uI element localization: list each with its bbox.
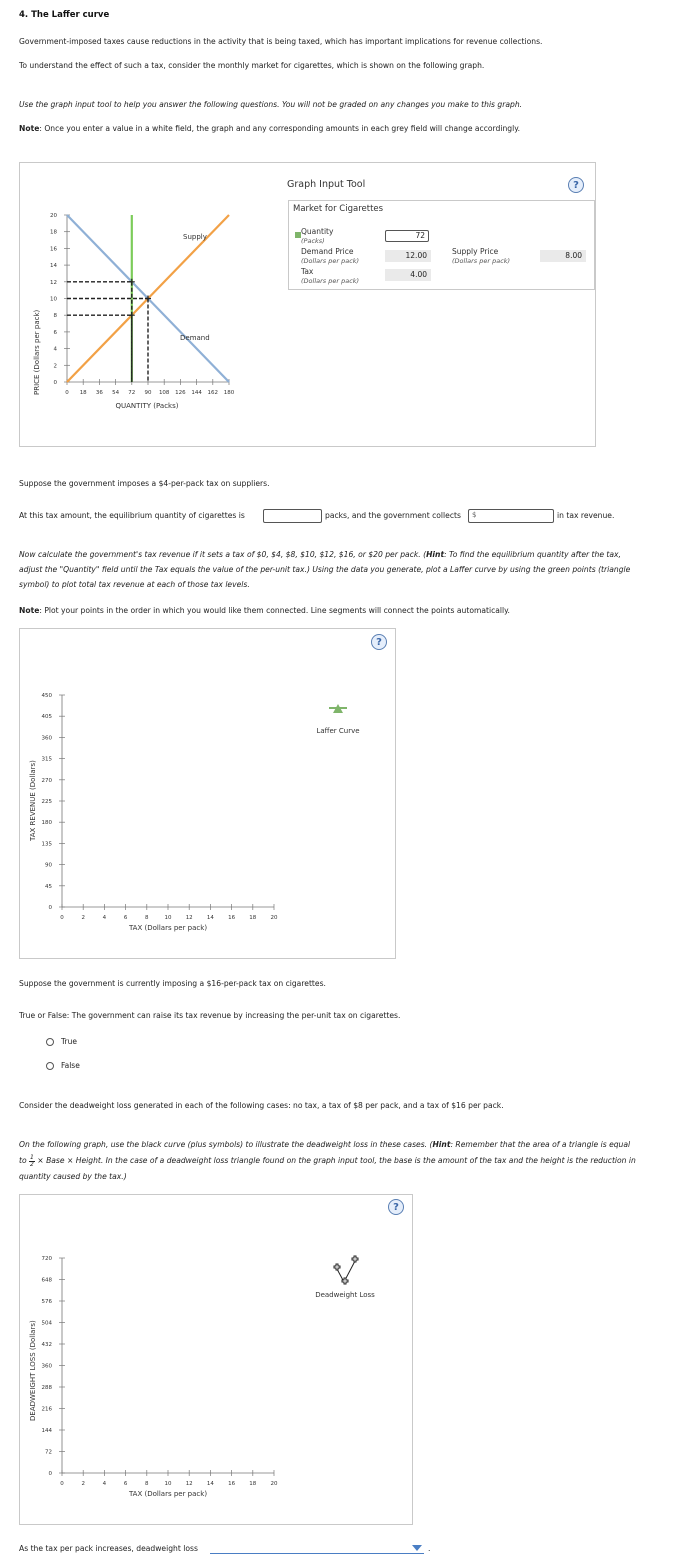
market-y-tick-label: 4 xyxy=(53,346,57,353)
market-x-tick-label: 54 xyxy=(112,390,120,396)
supply-price-unit: (Dollars per pack) xyxy=(452,257,511,265)
note-1-text: : Once you enter a value in a white field, the graph and any corresponding amounts in each grey field will change accordingly. xyxy=(39,124,521,133)
deadweight-dropdown[interactable] xyxy=(210,1542,424,1554)
question-4-text: As the tax per pack increases, deadweight loss xyxy=(19,1544,198,1553)
laffer-y-tick-label: 360 xyxy=(41,735,52,742)
deadweight-x-axis-label: TAX (Dollars per pack) xyxy=(128,1490,208,1498)
deadweight-chart[interactable] xyxy=(20,1195,412,1524)
laffer-y-tick-label: 90 xyxy=(45,862,52,869)
deadweight-y-tick-label: 720 xyxy=(41,1256,52,1262)
tax-label-group xyxy=(301,267,359,286)
note-1 xyxy=(19,121,659,136)
laffer-y-axis-label: TAX REVENUE (Dollars) xyxy=(29,760,37,841)
deadweight-y-tick-label: 72 xyxy=(45,1449,52,1456)
supply-price-value: 8.00 xyxy=(540,250,586,262)
market-y-tick-label: 20 xyxy=(50,213,57,219)
tax-value: 4.00 xyxy=(385,269,431,281)
market-x-tick-label: 90 xyxy=(144,390,152,396)
instruction-2-hint: Hint xyxy=(426,550,445,559)
supply-price-label: Supply Price xyxy=(452,247,499,256)
equilibrium-quantity-input[interactable] xyxy=(263,509,322,523)
market-y-tick-label: 2 xyxy=(53,363,57,370)
quantity-unit: (Packs) xyxy=(301,237,325,245)
market-x-tick-label: 108 xyxy=(158,390,170,396)
deadweight-x-tick-label: 10 xyxy=(164,1481,172,1487)
question-1-text-c: in tax revenue. xyxy=(557,511,615,520)
question-4-end: . xyxy=(428,1544,431,1553)
option-true-label: True xyxy=(61,1037,77,1046)
deadweight-y-tick-label: 144 xyxy=(41,1428,52,1434)
laffer-graph-panel xyxy=(19,628,396,959)
market-chart[interactable] xyxy=(20,163,280,446)
laffer-x-tick-label: 12 xyxy=(185,915,193,921)
deadweight-y-tick-label: 432 xyxy=(41,1342,52,1348)
deadweight-x-tick-label: 16 xyxy=(228,1481,236,1487)
deadweight-y-tick-label: 288 xyxy=(41,1385,52,1391)
deadweight-x-tick-label: 0 xyxy=(60,1481,64,1487)
market-title: Market for Cigarettes xyxy=(293,204,384,214)
market-y-tick-label: 18 xyxy=(50,229,57,236)
plus-icon xyxy=(352,1256,358,1262)
market-y-tick-label: 14 xyxy=(50,263,57,270)
deadweight-y-tick-label: 0 xyxy=(48,1471,52,1477)
deadweight-legend-label: Deadweight Loss xyxy=(315,1291,375,1299)
instruction-3 xyxy=(19,1137,637,1185)
deadweight-x-tick-label: 2 xyxy=(81,1481,85,1487)
deadweight-y-axis-label: DEADWEIGHT LOSS (Dollars) xyxy=(29,1320,37,1421)
laffer-x-tick-label: 16 xyxy=(228,915,236,921)
laffer-x-tick-label: 20 xyxy=(270,915,278,921)
radio-icon[interactable] xyxy=(46,1038,54,1046)
deadweight-x-tick-label: 8 xyxy=(145,1481,149,1487)
laffer-x-tick-label: 6 xyxy=(123,915,128,921)
one-half-fraction xyxy=(29,1155,35,1168)
instruction-3-hint: Hint xyxy=(432,1140,451,1149)
deadweight-x-tick-label: 18 xyxy=(249,1481,257,1487)
instruction-2-a: Now calculate the government's tax revenue if it sets a tax of $0, $4, $8, $10, $12, $16, or $20 per pack. ( xyxy=(19,550,427,559)
laffer-y-tick-label: 270 xyxy=(41,777,52,784)
laffer-x-tick-label: 4 xyxy=(102,915,107,921)
market-x-tick-label: 180 xyxy=(223,390,235,396)
laffer-y-tick-label: 0 xyxy=(48,905,52,911)
market-x-tick-label: 18 xyxy=(79,390,87,396)
tax-unit: (Dollars per pack) xyxy=(301,277,360,285)
laffer-curve-tool[interactable] xyxy=(329,704,347,713)
note-2 xyxy=(19,603,659,618)
option-false[interactable] xyxy=(46,1061,80,1070)
deadweight-curve-tool[interactable] xyxy=(334,1256,358,1284)
dollar-sign: $ xyxy=(472,511,477,519)
question-2-text: True or False: The government can raise its tax revenue by increasing the per-unit tax on cigarettes. xyxy=(19,1011,401,1020)
fraction-numerator: 1 xyxy=(30,1153,34,1161)
laffer-y-tick-label: 450 xyxy=(41,693,52,699)
question-2-intro: Suppose the government is currently imposing a $16-per-pack tax on cigarettes. xyxy=(19,979,326,988)
market-graph-panel xyxy=(19,162,596,447)
laffer-chart[interactable] xyxy=(20,629,395,958)
question-1-text-a: At this tax amount, the equilibrium quantity of cigarettes is xyxy=(19,511,245,520)
instruction-3-b: : Remember that the area of a triangle is equal to xyxy=(19,1140,631,1165)
instruction-3-a: On the following graph, use the black curve (plus symbols) to illustrate the deadweight loss in these cases. ( xyxy=(19,1140,433,1149)
deadweight-x-tick-label: 12 xyxy=(185,1481,193,1487)
laffer-x-tick-label: 14 xyxy=(206,915,214,921)
quantity-label: Quantity xyxy=(301,227,334,236)
question-3-intro: Consider the deadweight loss generated in each of the following cases: no tax, a tax of $8 per pack, and a tax of $16 per pack. xyxy=(19,1101,504,1110)
laffer-x-tick-label: 10 xyxy=(164,915,172,921)
market-y-tick-label: 16 xyxy=(50,246,57,253)
graph-tool-title: Graph Input Tool xyxy=(287,179,366,190)
deadweight-x-tick-label: 4 xyxy=(102,1481,107,1487)
demand-price-label-group xyxy=(301,247,359,266)
option-true[interactable] xyxy=(46,1037,77,1046)
note-1-label: Note xyxy=(19,124,40,133)
market-x-tick-label: 72 xyxy=(128,390,136,396)
instruction-2-b: : To find the equilibrium quantity after the tax, adjust the "Quantity" field until the Tax equals the value of the per-unit tax.) Using the data you generate, plot a Laffer curve by using the green points (triangle symbol) to plot total tax revenue at each of those tax levels. xyxy=(19,550,631,589)
laffer-y-tick-label: 225 xyxy=(41,799,52,805)
radio-icon[interactable] xyxy=(46,1062,54,1070)
market-y-tick-label: 10 xyxy=(50,296,57,303)
market-y-tick-label: 6 xyxy=(53,329,57,336)
intro-paragraph-1: Government-imposed taxes cause reductions in the activity that is being taxed, which has important implications for revenue collections. xyxy=(19,37,543,46)
market-x-tick-label: 144 xyxy=(191,390,202,396)
deadweight-y-tick-label: 360 xyxy=(41,1363,52,1370)
chevron-down-icon[interactable] xyxy=(412,1545,422,1551)
market-y-tick-label: 12 xyxy=(50,279,57,286)
laffer-y-tick-label: 135 xyxy=(41,841,52,848)
quantity-label-group xyxy=(301,227,333,246)
question-1-intro: Suppose the government imposes a $4-per-pack tax on suppliers. xyxy=(19,479,270,488)
intro-paragraph-2: To understand the effect of such a tax, consider the monthly market for cigarettes, which is shown on the following graph. xyxy=(19,61,485,70)
market-x-axis-label: QUANTITY (Packs) xyxy=(115,402,179,410)
fraction-denominator: 2 xyxy=(30,1160,34,1168)
deadweight-x-tick-label: 20 xyxy=(270,1481,278,1487)
instruction-3-c: × Base × Height. In the case of a deadweight loss triangle found on the graph input tool, the base is the amount of the tax and the height is the reduction in quantity caused by the tax.) xyxy=(19,1156,636,1181)
laffer-x-tick-label: 18 xyxy=(249,915,257,921)
laffer-x-axis-label: TAX (Dollars per pack) xyxy=(128,924,208,932)
page-title: 4. The Laffer curve xyxy=(19,10,110,20)
laffer-x-tick-label: 2 xyxy=(81,915,85,921)
market-x-tick-label: 36 xyxy=(95,390,103,396)
laffer-y-tick-label: 45 xyxy=(45,883,52,890)
plus-icon xyxy=(334,1264,340,1270)
market-y-tick-label: 0 xyxy=(53,380,57,386)
deadweight-help-icon[interactable]: ? xyxy=(388,1199,404,1215)
laffer-help-icon[interactable]: ? xyxy=(371,634,387,650)
instruction-2 xyxy=(19,547,637,592)
supply-curve-label: Supply xyxy=(183,233,207,241)
laffer-x-tick-label: 0 xyxy=(60,915,64,921)
deadweight-x-tick-label: 6 xyxy=(123,1481,128,1487)
instruction-1: Use the graph input tool to help you answer the following questions. You will not be graded on any changes you make to this graph. xyxy=(19,100,523,109)
note-2-label: Note xyxy=(19,606,40,615)
market-x-tick-label: 0 xyxy=(65,390,69,396)
laffer-x-tick-label: 8 xyxy=(145,915,149,921)
laffer-legend-label: Laffer Curve xyxy=(316,727,360,735)
tax-label: Tax xyxy=(301,267,314,276)
market-y-tick-label: 8 xyxy=(53,313,57,320)
laffer-y-tick-label: 405 xyxy=(41,714,52,721)
market-input-panel xyxy=(288,200,595,290)
option-false-label: False xyxy=(61,1061,80,1070)
laffer-y-tick-label: 180 xyxy=(41,820,52,827)
deadweight-y-tick-label: 648 xyxy=(41,1277,52,1284)
demand-price-label: Demand Price xyxy=(301,247,354,256)
market-y-axis-label: PRICE (Dollars per pack) xyxy=(33,309,41,395)
deadweight-x-tick-label: 14 xyxy=(206,1481,214,1487)
question-1-text-b: packs, and the government collects xyxy=(325,511,461,520)
quantity-input[interactable]: 72 xyxy=(385,230,429,242)
market-x-tick-label: 162 xyxy=(207,390,219,396)
tax-revenue-input[interactable] xyxy=(468,509,554,523)
deadweight-y-tick-label: 216 xyxy=(41,1406,52,1413)
laffer-y-tick-label: 315 xyxy=(41,756,52,763)
demand-curve-label: Demand xyxy=(180,334,210,342)
deadweight-graph-panel xyxy=(19,1194,413,1525)
supply-price-label-group xyxy=(452,247,510,266)
market-x-tick-label: 126 xyxy=(175,390,186,396)
deadweight-y-tick-label: 576 xyxy=(41,1299,52,1305)
deadweight-y-tick-label: 504 xyxy=(41,1320,52,1327)
plus-icon xyxy=(342,1278,348,1284)
help-icon[interactable]: ? xyxy=(568,177,584,193)
demand-price-value: 12.00 xyxy=(385,250,431,262)
demand-price-unit: (Dollars per pack) xyxy=(301,257,360,265)
note-2-text: : Plot your points in the order in which you would like them connected. Line segments will connect the points automatically. xyxy=(39,606,510,615)
